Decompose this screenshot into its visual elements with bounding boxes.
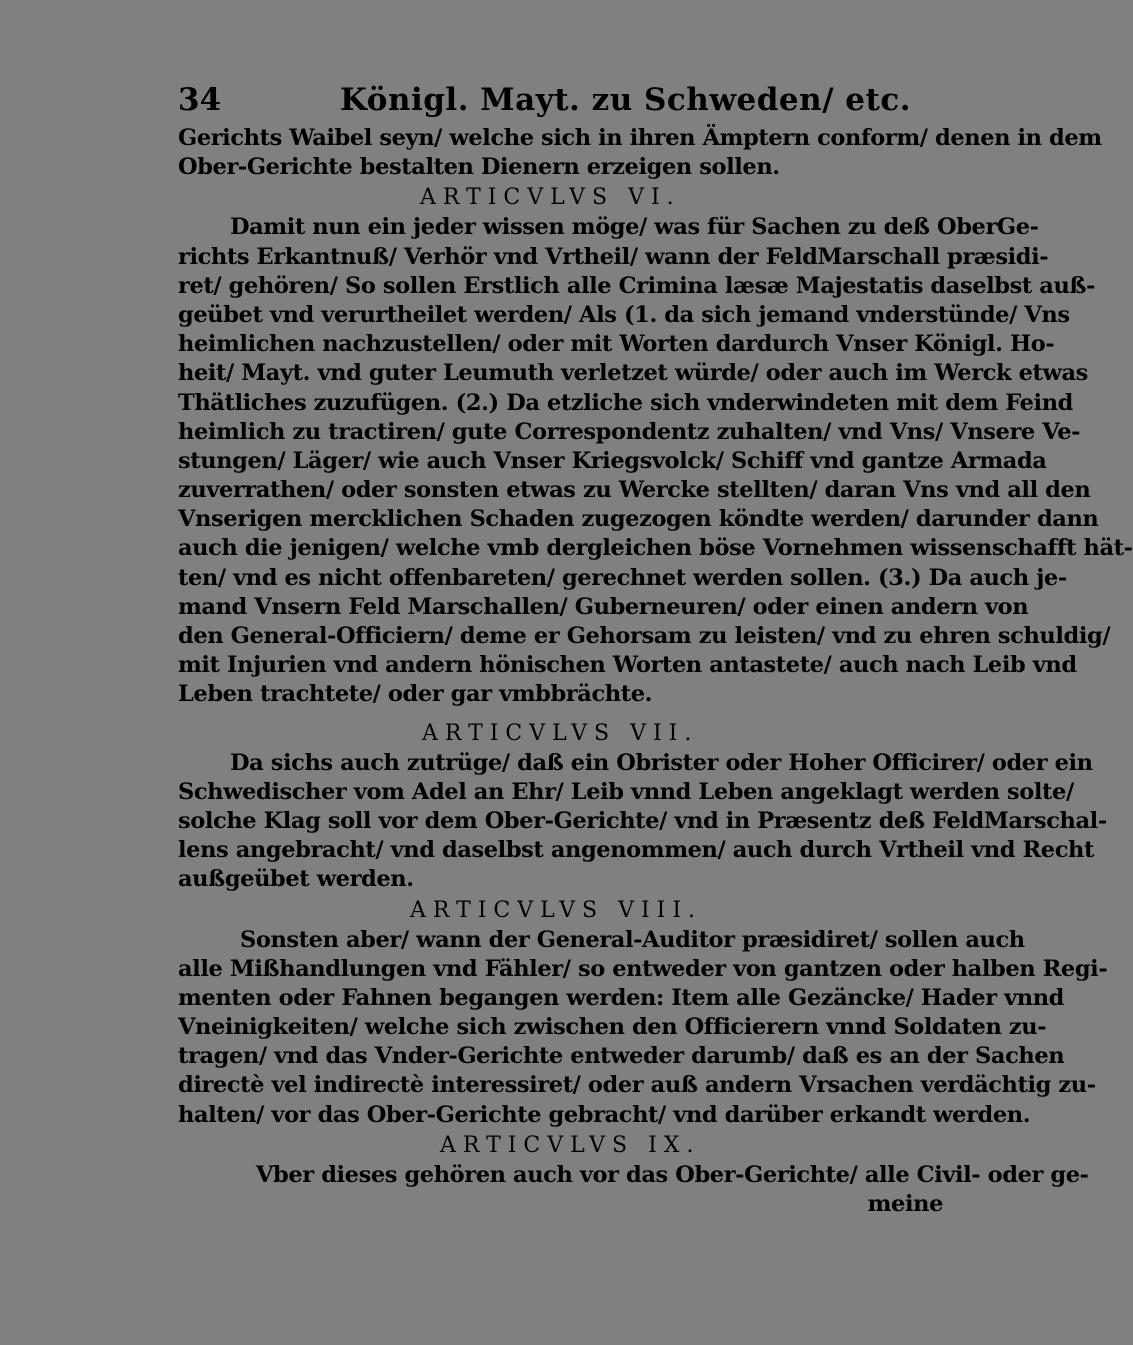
text-line: Ober-Gerichte bestalten Dienern erzeigen sollen.	[178, 154, 780, 181]
text-line: Gerichts Waibel seyn/ welche sich in ihren Ämptern conform/ denen in dem	[178, 125, 1102, 151]
text-line: directè vel indirectè interessiret/ oder auß andern Vrsachen verdächtig zu-	[178, 1072, 1096, 1099]
text-line: Vber dieses gehören auch vor das Ober-Gerichte/ alle Civil- oder ge-	[256, 1161, 1089, 1188]
page-header	[178, 76, 943, 124]
text-line: halten/ vor das Ober-Gerichte gebracht/ vnd darüber erkandt werden.	[178, 1101, 1031, 1128]
text-line: lens angebracht/ vnd daselbst angenommen/ auch durch Vrtheil vnd Recht	[178, 837, 1094, 864]
text-line: Vnserigen mercklichen Schaden zugezogen köndte werden/ darunder dann	[178, 506, 1099, 533]
text-line: den General-Officiern/ deme er Gehorsam zu leisten/ vnd zu ehren schuldig/	[178, 623, 1111, 649]
text-line: richts Erkantnuß/ Verhör vnd Vrtheil/ wann der FeldMarschall præsidi-	[178, 243, 1049, 270]
text-line: Thätliches zuzufügen. (2.) Da etzliche sich vnderwindeten mit dem Feind	[178, 389, 1073, 416]
text-line: Vneinigkeiten/ welche sich zwischen den Officierern vnnd Soldaten zu-	[178, 1014, 1047, 1041]
text-line: außgeübet werden.	[178, 866, 414, 893]
text-line: Damit nun ein jeder wissen möge/ was für Sachen zu deß OberGe-	[230, 214, 1039, 241]
text-line: Da sichs auch zutrüge/ daß ein Obrister oder Hoher Officirer/ oder ein	[230, 749, 1093, 776]
text-line: Leben trachtete/ oder gar vmbbrächte.	[178, 681, 653, 708]
text-line: mand Vnsern Feld Marschallen/ Guberneuren/ oder einen andern von	[178, 593, 1029, 620]
article-heading-vii: ARTICVLVS VII.	[422, 720, 699, 746]
text-line: heimlichen nachzustellen/ oder mit Worten dardurch Vnser Königl. Ho-	[178, 331, 1055, 358]
text-line: menten oder Fahnen begangen werden: Item alle Gezäncke/ Hader vnnd	[178, 984, 1065, 1011]
catchword: meine	[867, 1191, 943, 1217]
article-heading-ix: ARTICVLVS IX.	[440, 1132, 701, 1158]
text-line: Sonsten aber/ wann der General-Auditor præsidiret/ sollen auch	[240, 926, 1025, 953]
text-line: mit Injurien vnd andern hönischen Worten antastete/ auch nach Leib vnd	[178, 652, 1077, 679]
text-line: ten/ vnd es nicht offenbareten/ gerechnet werden sollen. (3.) Da auch je-	[178, 564, 1067, 591]
text-line: solche Klag soll vor dem Ober-Gerichte/ vnd in Præsentz deß FeldMarschal-	[178, 807, 1107, 834]
text-line: heit/ Mayt. vnd guter Leumuth verletzet würde/ oder auch im Werck etwas	[178, 360, 1088, 387]
text-line: auch die jenigen/ welche vmb dergleichen böse Vornehmen wissenschafft hät-	[178, 535, 1133, 562]
text-line: alle Mißhandlungen vnd Fähler/ so entweder von gantzen oder halben Regi-	[178, 955, 1108, 982]
text-line: tragen/ vnd das Vnder-Gerichte entweder darumb/ daß es an der Sachen	[178, 1043, 1065, 1070]
text-line: stungen/ Läger/ wie auch Vnser Kriegsvolck/ Schiff vnd gantze Armada	[178, 447, 1047, 474]
text-line: geübet vnd verurtheilet werden/ Als (1. da sich jemand vnderstünde/ Vns	[178, 301, 1070, 328]
text-line: Schwedischer vom Adel an Ehr/ Leib vnnd Leben angeklagt werden solte/	[178, 778, 1074, 805]
text-line: ret/ gehören/ So sollen Erstlich alle Crimina læsæ Majestatis daselbst auß-	[178, 272, 1096, 299]
article-heading-viii: ARTICVLVS VIII.	[410, 897, 703, 923]
page-number: 34	[178, 82, 222, 118]
article-heading-vi: ARTICVLVS VI.	[420, 185, 681, 211]
text-line: heimlich zu tractiren/ gute Correspondentz zuhalten/ vnd Vns/ Vnsere Ve-	[178, 418, 1081, 445]
text-line: zuverrathen/ oder sonsten etwas zu Wercke stellten/ daran Vns vnd all den	[178, 477, 1091, 504]
running-title: Königl. Mayt. zu Schweden/ etc.	[340, 82, 912, 118]
book-page	[178, 76, 1133, 1219]
